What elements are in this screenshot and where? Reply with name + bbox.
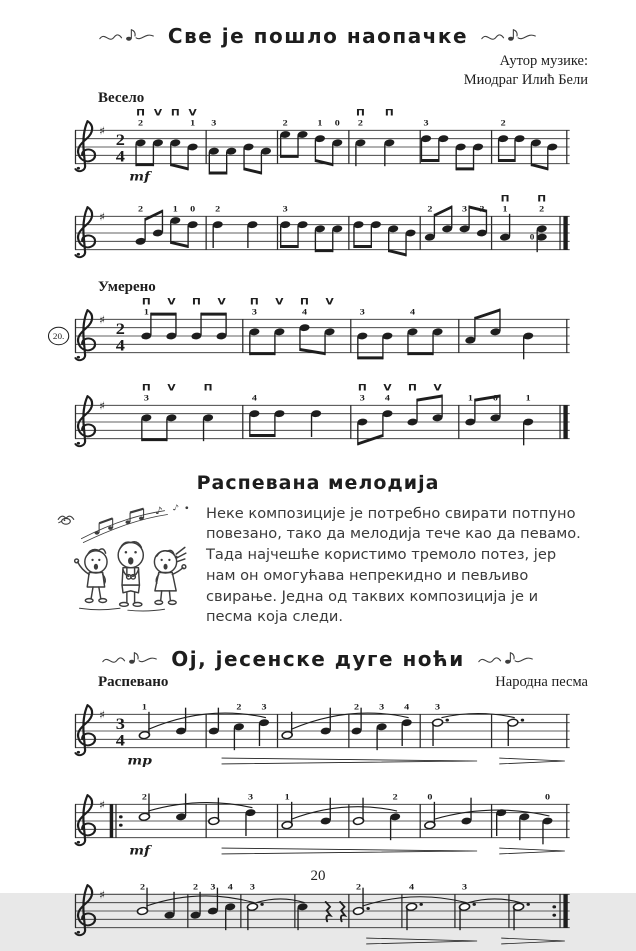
flourish-note-icon (101, 649, 159, 669)
svg-text:3: 3 (251, 307, 257, 317)
svg-text:1: 1 (525, 393, 531, 403)
flourish-note-icon (98, 26, 156, 46)
svg-text:0: 0 (544, 793, 551, 803)
svg-text:0: 0 (334, 118, 340, 128)
staff-5 (48, 691, 588, 771)
svg-text:♯: ♯ (98, 888, 106, 902)
svg-text:2: 2 (193, 883, 199, 893)
svg-text:1: 1 (502, 204, 508, 214)
svg-text:2: 2 (500, 118, 506, 128)
svg-text:3: 3 (247, 793, 254, 803)
svg-text:♯: ♯ (98, 210, 106, 223)
svg-text:П: П (355, 108, 365, 119)
svg-text:4: 4 (115, 147, 125, 165)
section-body (48, 500, 588, 643)
svg-text:П: П (170, 108, 180, 119)
svg-text:mf: mf (129, 169, 150, 184)
svg-text:2: 2 (479, 204, 485, 214)
svg-text:2: 2 (357, 118, 363, 128)
svg-text:3: 3 (282, 204, 288, 214)
svg-text:1: 1 (317, 118, 323, 128)
svg-text:П: П (249, 297, 259, 308)
svg-text:4: 4 (115, 336, 125, 354)
tempo-marking-raspevano: Распевано (98, 674, 169, 691)
svg-text:♯: ♯ (98, 124, 106, 137)
svg-text:3: 3 (211, 118, 217, 128)
svg-text:2: 2 (115, 319, 125, 338)
svg-text:П: П (141, 297, 151, 308)
svg-text:1: 1 (141, 703, 147, 713)
svg-text:2: 2 (115, 130, 125, 149)
piece2-tempo-credit-row (48, 673, 588, 692)
svg-text:П: П (537, 194, 547, 205)
eighth-note-icon: ♪ (171, 502, 180, 514)
staff-6 (48, 781, 588, 861)
children-singing-illustration (48, 500, 198, 616)
svg-text:2: 2 (215, 204, 221, 214)
svg-text:V: V (217, 297, 226, 308)
svg-text:П: П (192, 297, 201, 308)
svg-text:1: 1 (190, 118, 196, 128)
credit-name: Миодраг Илић Бели (463, 71, 588, 88)
svg-text:4: 4 (301, 307, 308, 317)
svg-text:0: 0 (529, 231, 535, 242)
svg-text:1: 1 (467, 393, 473, 403)
svg-text:20.: 20. (52, 331, 65, 341)
svg-text:2: 2 (282, 118, 288, 128)
piece2-credit: Народна песма (495, 673, 588, 690)
svg-text:3: 3 (359, 307, 365, 317)
svg-text:V: V (153, 108, 163, 119)
page-number: 20 (310, 868, 326, 884)
svg-text:3: 3 (423, 118, 429, 128)
svg-text:2: 2 (141, 793, 147, 803)
svg-text:3: 3 (249, 883, 255, 893)
svg-text:♯: ♯ (98, 399, 106, 412)
svg-text:V: V (325, 297, 334, 308)
svg-text:2: 2 (138, 204, 144, 214)
eighth-note-icon: ♪ (154, 503, 164, 518)
svg-text:♯: ♯ (98, 708, 106, 722)
svg-text:4: 4 (227, 883, 233, 893)
svg-text:4: 4 (409, 307, 416, 317)
svg-text:2: 2 (539, 204, 545, 214)
svg-text:0: 0 (427, 793, 433, 803)
svg-text:1: 1 (143, 307, 149, 317)
svg-text:2: 2 (236, 703, 242, 713)
svg-text:3: 3 (462, 883, 468, 893)
svg-text:3: 3 (115, 715, 125, 734)
svg-text:3: 3 (143, 393, 149, 403)
svg-text:0: 0 (492, 393, 498, 403)
svg-text:2: 2 (139, 883, 146, 893)
svg-text:4: 4 (384, 393, 390, 403)
svg-text:П: П (300, 297, 309, 308)
svg-text:П: П (357, 383, 367, 394)
svg-text:V: V (188, 108, 197, 119)
svg-text:♯: ♯ (98, 798, 106, 812)
piece1-title-row (48, 24, 588, 48)
svg-text:2: 2 (427, 204, 433, 214)
svg-text:V: V (167, 383, 176, 394)
svg-text:0: 0 (190, 204, 196, 214)
svg-text:3: 3 (435, 703, 441, 713)
svg-text:3: 3 (379, 703, 385, 713)
credit-label: Аутор музике: (499, 53, 588, 69)
svg-text:1: 1 (172, 204, 178, 214)
piece1-credit (48, 52, 588, 90)
svg-text:3: 3 (210, 883, 216, 893)
section-heading: Распевана мелодија (196, 471, 440, 494)
staff-1 (48, 107, 588, 187)
svg-text:П: П (136, 108, 146, 119)
svg-text:П: П (141, 383, 151, 394)
piece1-title: Све је пошло наопачке (167, 24, 469, 48)
staff-4 (48, 382, 588, 462)
piece2-title: Ој, јесенске дуге ноћи (171, 646, 465, 671)
piece2-title-row (48, 647, 588, 671)
flourish-note-icon (477, 649, 535, 669)
svg-text:mp: mp (127, 754, 152, 769)
svg-text:П: П (203, 383, 213, 394)
svg-text:2: 2 (354, 703, 360, 713)
svg-text:4: 4 (404, 703, 410, 713)
svg-text:4: 4 (409, 883, 415, 893)
tempo-marking-veselo: Весело (98, 89, 145, 106)
staff-3 (48, 296, 588, 376)
svg-text:V: V (275, 297, 284, 308)
svg-text:П: П (500, 194, 510, 205)
staff-2 (48, 193, 588, 273)
tempo-marking-umereno: Умерено (98, 278, 156, 295)
flourish-note-icon (480, 26, 538, 46)
svg-text:3: 3 (462, 204, 468, 214)
svg-text:2: 2 (355, 883, 362, 893)
svg-text:4: 4 (115, 732, 125, 750)
svg-text:П: П (384, 108, 394, 119)
svg-text:2: 2 (392, 793, 398, 803)
svg-text:mf: mf (129, 844, 150, 859)
section-paragraph: Неке композиције је потребно свирати потпуно повезано, тако да мелодија тече као да певамо. Тада најчешће користимо тремоло потез, јер нам он омогућава непрекидно и певљиво свирање. Једна од таквих композиција је и песма која следи. (206, 504, 581, 626)
svg-text:V: V (167, 297, 176, 308)
svg-text:1: 1 (284, 793, 290, 803)
svg-text:4: 4 (251, 393, 257, 403)
svg-text:П: П (408, 383, 417, 394)
svg-text:2: 2 (138, 118, 144, 128)
svg-text:3: 3 (359, 393, 365, 403)
svg-text:V: V (383, 383, 392, 394)
svg-text:3: 3 (261, 703, 267, 713)
svg-text:V: V (433, 383, 442, 394)
svg-text:♯: ♯ (98, 313, 106, 326)
